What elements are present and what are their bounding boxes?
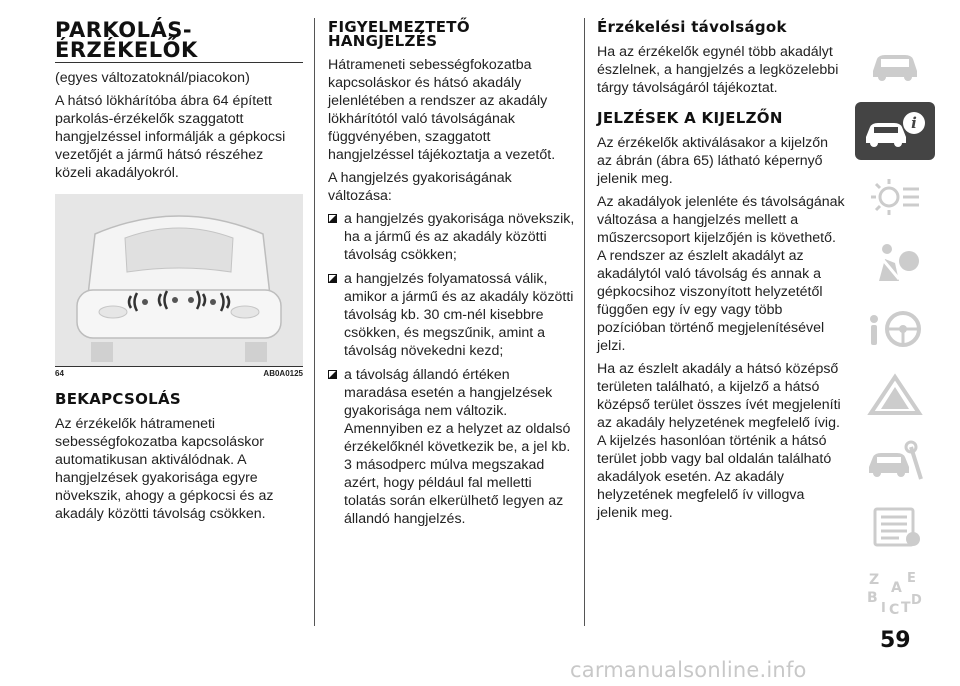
intro-paragraph: A hátsó lökhárítóba ábra 64 épített parkolás-érzékelők szaggatott hangjelzéssel informálják a gépkocsi vezetőjét a jármű hátsó részéhez közeli akadályokról. [55,93,286,181]
section-title-warning-sound: FIGYELMEZTETŐ HANGJELZÉS [328,18,470,50]
airbag-icon [865,241,925,285]
chapter-tab-warning-lights[interactable] [855,168,935,226]
variant-note: (egyes változatoknál/piacokon) [55,70,250,86]
chapter-tab-safety[interactable] [855,234,935,292]
chapter-sidebar [855,36,939,630]
section-title-activation: BEKAPCSOLÁS [55,390,182,408]
index-letter: C [889,602,900,618]
display-paragraph-3: Ha az észlelt akadály a hátsó középső területen található, a kijelző a hátsó középső terület összes ívét megjeleníti az akadály helyzetének megfelelő ívig. A kijelzés hasonlóan történik a hátsó terület jobb vagy bal oldalán található akadályok esetén. Az akadály helyzetének megfelelő ív villogva jelenik meg. [597,361,841,521]
index-letter: B [867,590,878,606]
chapter-tab-index[interactable] [855,564,935,622]
figure-caption [55,367,303,378]
chapter-tab-driving[interactable] [855,300,935,358]
watermark: carmanualsonline.info [570,658,807,682]
car-rear-illustration [55,194,303,366]
specifications-icon [865,505,925,549]
index-letter: D [911,593,922,608]
figure-code: AB0A0125 [263,369,303,378]
car-icon [865,45,925,85]
list-item: a hangjelzés gyakorisága növekszik, ha a jármű és az akadály közötti távolság csökken; [328,210,576,264]
right-column [597,20,845,522]
chapter-tab-car-info[interactable] [855,102,935,160]
list-item: a távolság állandó értéken maradása esetén a hangjelzések gyakorisága nem változik. Amennyiben ez a helyzet az oldalsó érzékelőknél következik be, a jel kb. 3 másodperc múlva megszakad azért, hogy például fal melletti tolatás során elkerülhető legyen az állandó hangjelzés. [328,366,576,528]
page-number: 59 [880,628,911,653]
chapter-tab-car[interactable] [855,36,935,94]
figure-number: 64 [55,369,64,378]
display-paragraph-1: Az érzékelők aktiválásakor a kijelzőn az ábrán (ábra 65) látható képernyő jelenik meg. [597,135,829,187]
column-divider-left [314,18,315,626]
list-item: a hangjelzés folyamatossá válik, amikor a jármű és az akadály közötti távolság kb. 30 cm-nél kisebbre csökken, és megszűnik, amint a távolság növekedni kezd; [328,270,576,360]
section-title-detection-range: Érzékelési távolságok [597,18,787,36]
index-letter: A [891,580,902,596]
index-letter: E [907,571,916,586]
warning-light-icon [865,175,925,219]
warning-triangle-icon [865,373,925,417]
index-letter: T [901,600,911,616]
column-divider-right [584,18,585,626]
warning-paragraph: Hátrameneti sebességfokozatba kapcsoláskor és hátsó akadály jelenlétében a rendszer az akadály lökhárítótól való távolságának függvényében, szaggatott hangjelzéssel tájékoztatja a vezetőt. [328,57,556,163]
range-paragraph: Ha az érzékelők egynél több akadályt észlelnek, a hangjelzés a legközelebbi tárgy távolságáról tájékoztat. [597,44,839,96]
page-title: PARKOLÁS- ÉRZÉKELŐK [55,20,303,63]
frequency-intro: A hangjelzés gyakoriságának változása: [328,170,512,204]
index-letter: Z [869,572,880,588]
car-wrench-icon [865,439,925,483]
display-paragraph-2: Az akadályok jelenléte és távolságának változása a hangjelzés mellett a műszercsoport kijelzőjén is követhető. A rendszer az észlelt akadályt az akadálytól való távolság és annak a gépkocsihoz viszonyított helyzetétől függően egy ív egy vagy több pozícióban történő megjelenítésével jelzi. [597,194,845,354]
bullet-icon [328,274,337,283]
chapter-tab-emergency[interactable] [855,366,935,424]
bullet-icon [328,214,337,223]
figure-64 [55,194,303,367]
chapter-tab-maintenance[interactable] [855,432,935,490]
steering-wheel-icon [865,307,925,351]
bullet-icon [328,370,337,379]
left-column [55,20,303,523]
svg-text:i: i [911,114,917,132]
frequency-list [328,210,576,528]
index-letters-icon [863,568,927,618]
activation-paragraph: Az érzékelők hátrameneti sebességfokozatba kapcsoláskor automatikusan aktiválódnak. A hangjelzések gyakorisága egyre növekszik, ahogy a gépkocsi és az akadály közötti távolság csökken. [55,416,274,522]
middle-column [328,20,576,534]
car-info-icon [862,109,928,153]
index-letter: I [881,601,886,616]
chapter-tab-specifications[interactable] [855,498,935,556]
section-title-display: JELZÉSEK A KIJELZŐN [597,109,783,127]
